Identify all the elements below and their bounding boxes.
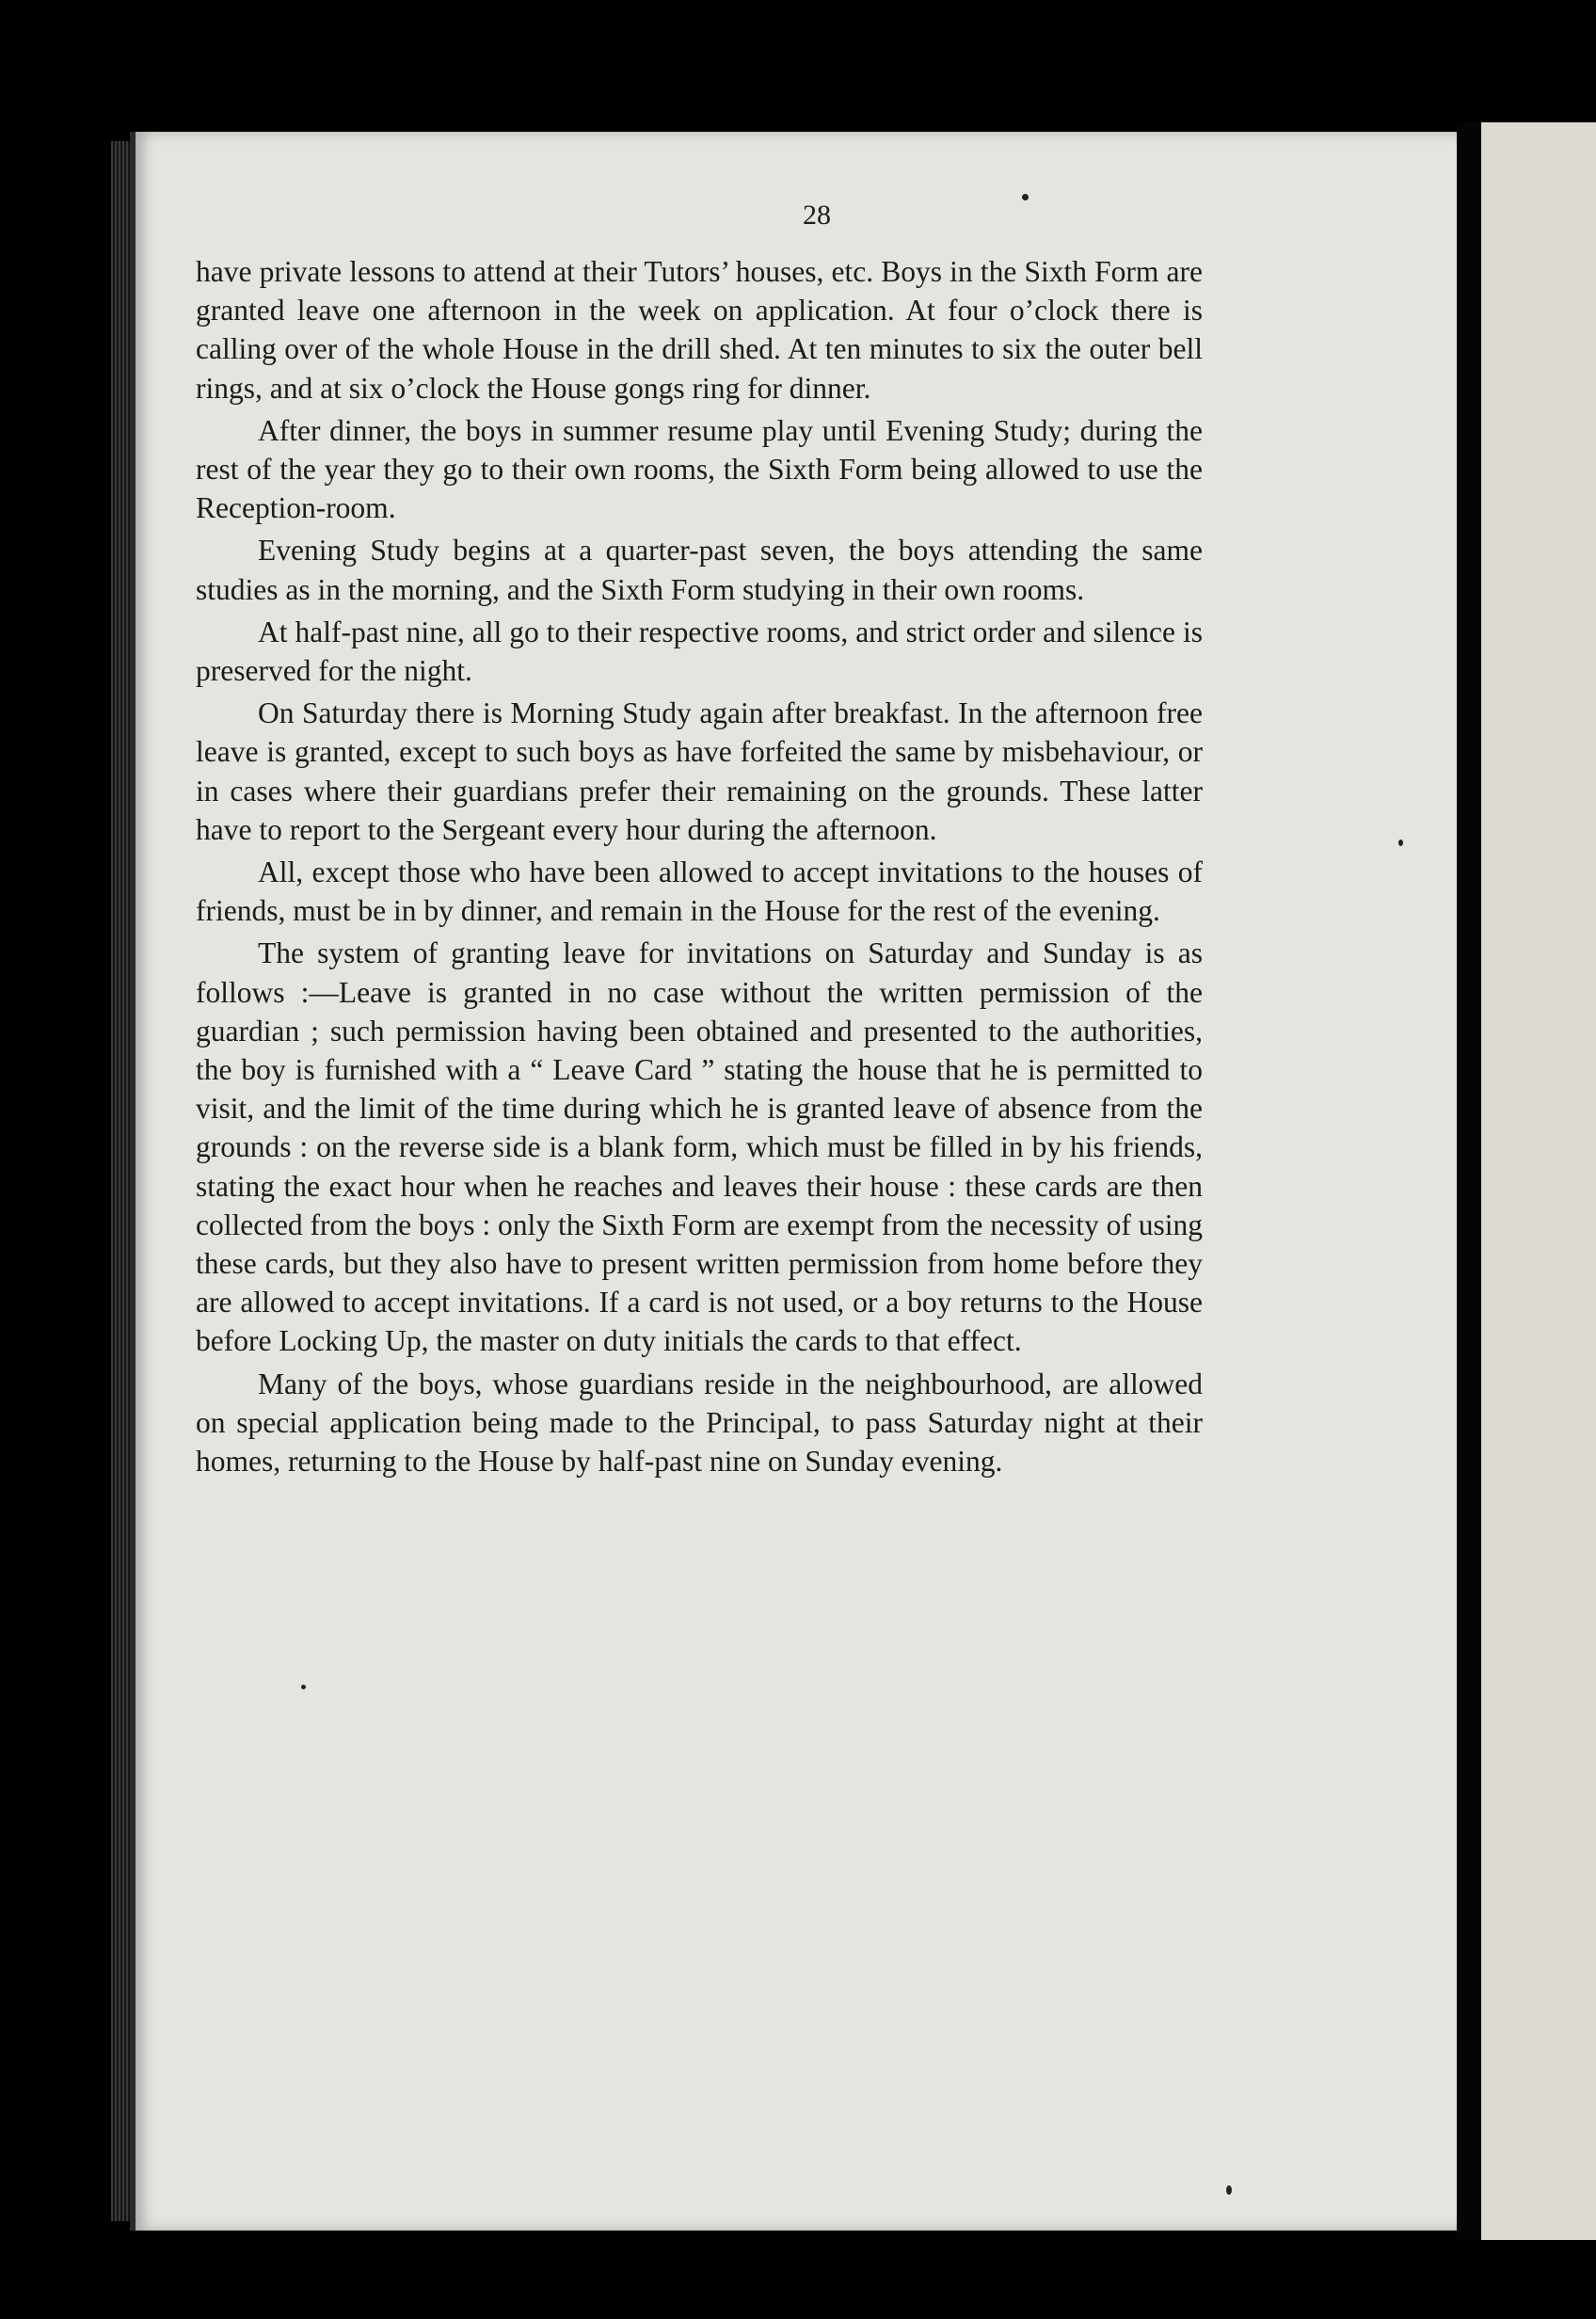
book-gutter	[1457, 122, 1481, 2240]
ink-speck	[1226, 2185, 1232, 2195]
book-page-edge	[111, 141, 130, 2221]
paragraph: The system of granting leave for invitations on Saturday and Sunday is as follows :—Leave is granted in no case without the written permission of the guardian ; such permission having been obtained and presented to the authorities, the boy is furnished with a “ Leave Card ” stating the house that he is permitted to visit, and the limit of the time during which he is granted leave of absence from the grounds : on the reverse side is a blank form, which must be filled in by his friends, stating the exact hour when he reaches and leaves their house : these cards are then collected from the boys : only the Sixth Form are exempt from the necessity of using these cards, but they also have to present written permission from home before they are allowed to accept invitations. If a card is not used, or a boy returns to the House before Locking Up, the master on duty initials the cards to that effect.	[196, 936, 1203, 1358]
page-number: 28	[803, 200, 831, 231]
paragraph: On Saturday there is Morning Study again after breakfast. In the afternoon free leave is granted, except to such boys as have forfeited the same by misbehaviour, or in cases where their guardians prefer their remaining on the grounds. These latter have to report to the Sergeant every hour during the afternoon.	[196, 696, 1203, 846]
ink-speck	[1398, 840, 1403, 846]
facing-page-edge	[1481, 122, 1596, 2240]
paragraph: After dinner, the boys in summer resume play until Evening Study; during the rest of the year they go to their own rooms, the Sixth Form being allowed to use the Reception-room.	[196, 413, 1203, 525]
paragraph: At half-past nine, all go to their respective rooms, and strict order and silence is preserved for the night.	[196, 615, 1203, 688]
body-text	[196, 252, 1203, 1484]
paragraph: Evening Study begins at a quarter-past seven, the boys attending the same studies as in the morning, and the Sixth Form studying in their own rooms.	[196, 534, 1203, 606]
paragraph: Many of the boys, whose guardians reside in the neighbourhood, are allowed on special application being made to the Principal, to pass Saturday night at their homes, returning to the House by half-past nine on Sunday evening.	[196, 1367, 1203, 1479]
paragraph: All, except those who have been allowed to accept invitations to the houses of friends, must be in by dinner, and remain in the House for the rest of the evening.	[196, 856, 1203, 928]
ink-speck	[301, 1685, 306, 1689]
paragraph: have private lessons to attend at their Tutors’ houses, etc. Boys in the Sixth Form are granted leave one afternoon in the week on application. At four o’clock there is calling over of the whole House in the drill shed. At ten minutes to six the outer bell rings, and at six o’clock the House gongs ring for dinner.	[196, 255, 1203, 405]
